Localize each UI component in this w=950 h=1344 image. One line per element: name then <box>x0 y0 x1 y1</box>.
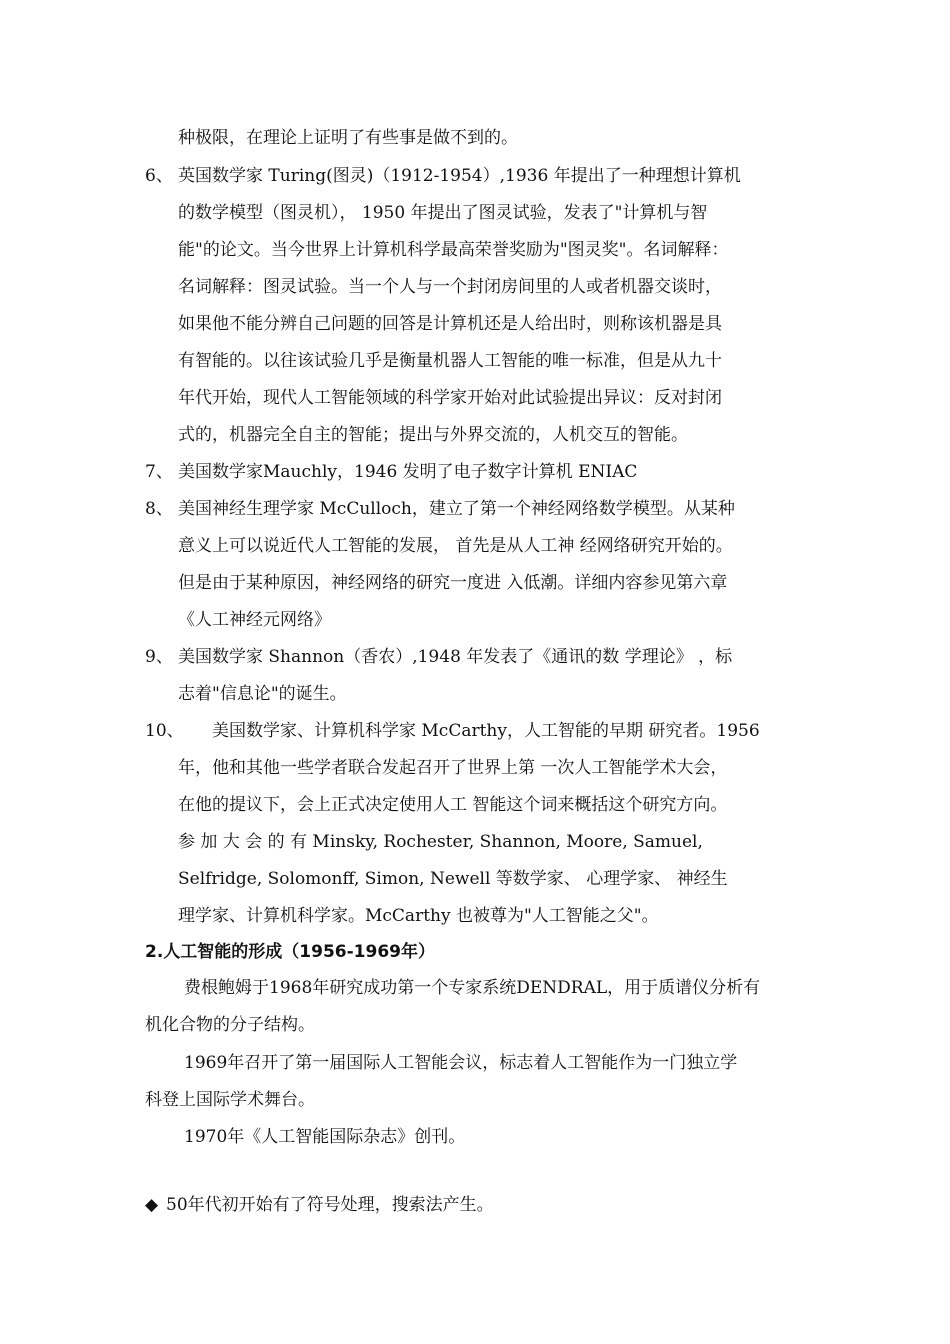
list-item-line: 但是由于某种原因，神经网络的研究一度进 入低潮。详细内容参见第六章 <box>178 573 728 593</box>
diamond-bullet-icon: ◆ <box>145 1195 159 1215</box>
list-item-line: 如果他不能分辨自己问题的回答是计算机还是人给出时，则称该机器是具 <box>178 314 722 334</box>
list-item-line: 美国数学家、计算机科学家 McCarthy，人工智能的早期 研究者。1956 <box>212 721 760 741</box>
list-item-line: 的数学模型（图灵机）， 1950 年提出了图灵试验，发表了"计算机与智 <box>178 203 708 223</box>
list-item-line: 美国数学家 Shannon（香农）,1948 年发表了《通讯的数 学理论》 ，标 <box>178 647 733 667</box>
item-number: 10、 <box>145 721 184 741</box>
list-item-line: 志着"信息论"的诞生。 <box>178 684 347 704</box>
list-item-line: 年代开始，现代人工智能领域的科学家开始对此试验提出异议：反对封闭 <box>178 388 722 408</box>
list-item-line: 美国数学家Mauchly，1946 发明了电子数字计算机 ENIAC <box>178 462 638 482</box>
list-item-line: 名词解释：图灵试验。当一个人与一个封闭房间里的人或者机器交谈时， <box>178 277 722 297</box>
list-item-line: 美国神经生理学家 McCulloch，建立了第一个神经网络数学模型。从某种 <box>178 499 735 519</box>
item-number: 9、 <box>145 647 173 667</box>
list-item-line: 理学家、计算机科学家。McCarthy 也被尊为"人工智能之父"。 <box>178 906 659 926</box>
paragraph-line: 1970年《人工智能国际杂志》创刊。 <box>184 1127 466 1147</box>
section-heading: 2.人工智能的形成（1956-1969年） <box>145 942 435 962</box>
paragraph-line: 机化合物的分子结构。 <box>145 1015 315 1035</box>
item-number: 6、 <box>145 166 173 186</box>
list-item-line: 《人工神经元网络》 <box>178 610 331 630</box>
list-item-line: 能"的论文。当今世界上计算机科学最高荣誉奖励为"图灵奖"。名词解释： <box>178 240 729 260</box>
list-item-line: 参 加 大 会 的 有 Minsky, Rochester, Shannon, Moore, Samuel, <box>178 832 703 852</box>
list-item-line: 式的，机器完全自主的智能；提出与外界交流的，人机交互的智能。 <box>178 425 688 445</box>
list-item-line: Selfridge, Solomonff, Simon, Newell 等数学家、 心理学家、 神经生 <box>178 869 728 889</box>
item-number: 7、 <box>145 462 173 482</box>
list-item-line: 意义上可以说近代人工智能的发展， 首先是从人工神 经网络研究开始的。 <box>178 536 733 556</box>
paragraph-line: 费根鲍姆于1968年研究成功第一个专家系统DENDRAL，用于质谱仪分析有 <box>184 978 761 998</box>
item-number: 8、 <box>145 499 173 519</box>
list-item-line: 英国数学家 Turing(图灵)（1912-1954）,1936 年提出了一种理想计算机 <box>178 166 741 186</box>
list-item-line: 年，他和其他一些学者联合发起召开了世界上第 一次人工智能学术大会， <box>178 758 728 778</box>
bullet-text: 50年代初开始有了符号处理，搜索法产生。 <box>166 1195 494 1215</box>
list-item-line: 在他的提议下，会上正式决定使用人工 智能这个词来概括这个研究方向。 <box>178 795 728 815</box>
paragraph-line: 1969年召开了第一届国际人工智能会议，标志着人工智能作为一门独立学 <box>184 1053 738 1073</box>
paragraph-line: 科登上国际学术舞台。 <box>145 1090 315 1110</box>
continuation-line: 种极限，在理论上证明了有些事是做不到的。 <box>178 128 518 148</box>
list-item-line: 有智能的。以往该试验几乎是衡量机器人工智能的唯一标准，但是从九十 <box>178 351 722 371</box>
